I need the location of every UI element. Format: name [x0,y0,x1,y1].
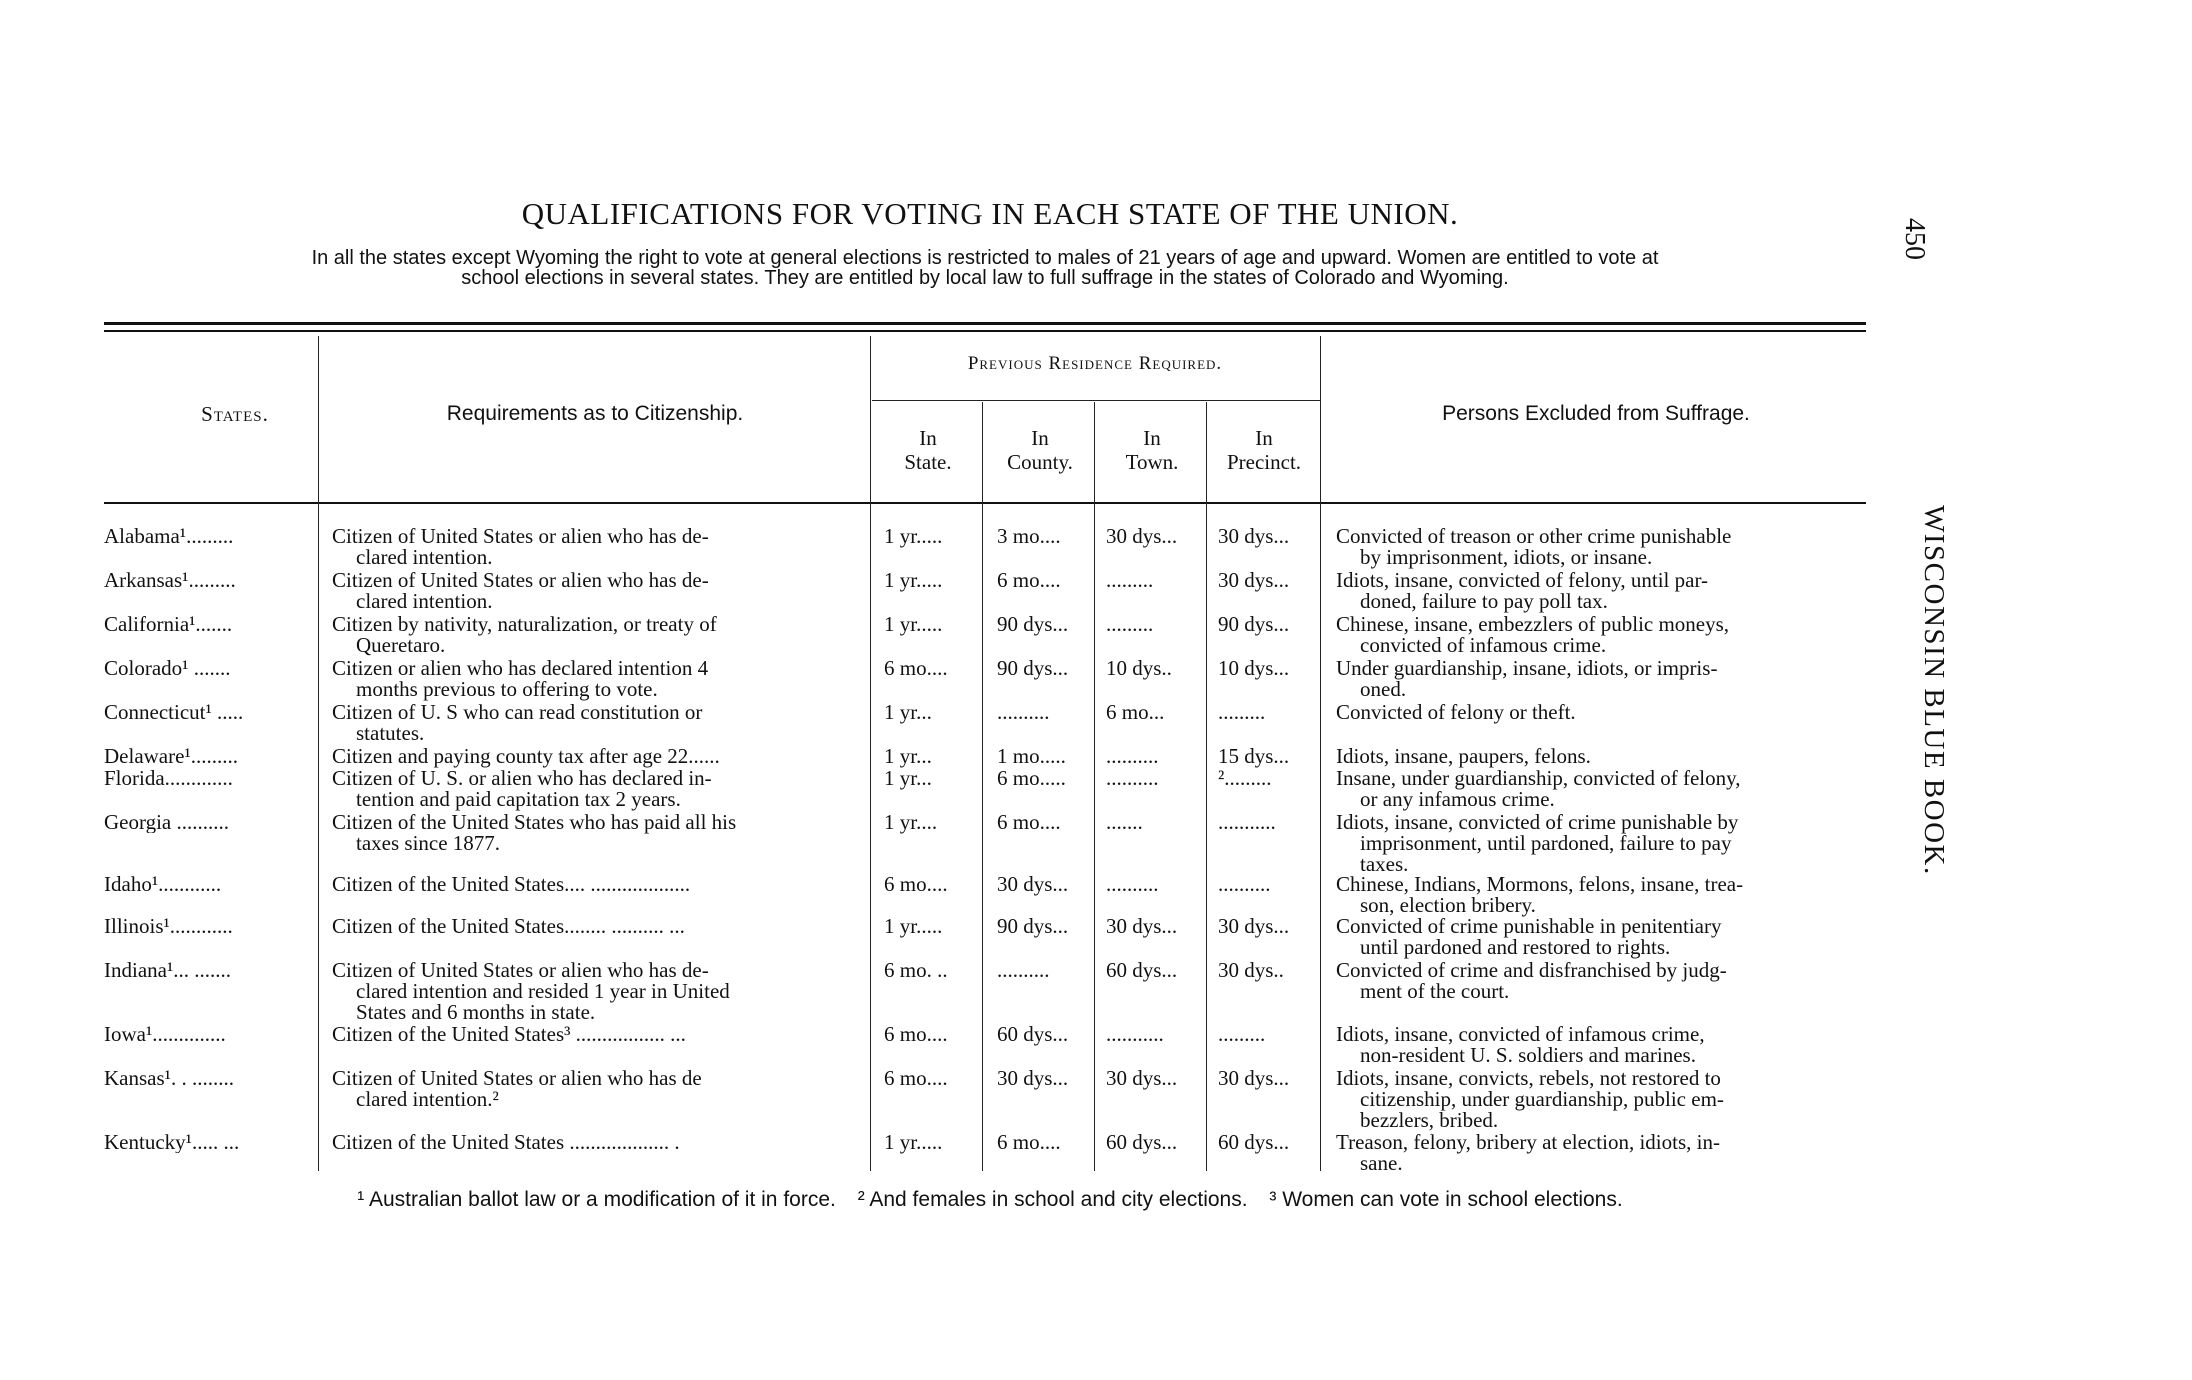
cell-in-town: 30 dys... [1106,524,1178,548]
header-in-town-line2: Town. [1125,450,1179,474]
cell-excluded [1336,1024,1871,1066]
header-excluded: Persons Excluded from Suffrage. [1442,402,1750,425]
excl-line: Convicted of crime punishable in penitentiary [1336,914,1722,938]
intro-paragraph [100,248,1870,288]
cell-excluded [1336,746,1871,767]
cell-in-county: 60 dys... [997,1022,1069,1046]
excl-line: Under guardianship, insane, idiots, or impris- [1336,656,1718,680]
page-number: 450 [1899,218,1930,260]
excl-line: Insane, under guardianship, convicted of felony, [1336,766,1741,790]
intro-line-1: In all the states except Wyoming the right to vote at general elections is restricted to males of 21 years of age and upward. Women are entitled to vote at [311,247,1659,269]
cell-excluded [1336,1132,1871,1174]
cell-in-county: 90 dys... [997,914,1069,938]
cell-in-state: 1 yr..... [884,1130,943,1154]
cell-in-precinct: 30 dys... [1218,568,1290,592]
cell-in-county: .......... [997,700,1050,724]
cell-in-precinct: ........... [1218,810,1276,834]
cell-in-state: 1 yr... [884,700,932,724]
header-in-precinct-line1: In [1255,426,1273,450]
cell-state: Kansas¹. . ........ [104,1068,234,1089]
header-previous-residence: Previous Residence Required. [967,353,1223,374]
excl-line: by imprisonment, idiots, or insane. [1360,545,1653,569]
cell-in-precinct: 30 dys... [1218,1066,1290,1090]
req-line: Citizen of United States or alien who has de- [332,958,709,982]
req-line: Citizen of United States or alien who has de- [332,524,709,548]
cell-state: California¹....... [104,614,233,635]
cell-in-town: 10 dys.. [1106,656,1172,680]
cell-in-state: 1 yr..... [884,568,943,592]
excl-line: Idiots, insane, convicted of felony, until par- [1336,568,1709,592]
cell-in-precinct: 30 dys... [1218,524,1290,548]
req-line: Citizen of the United States ................... . [332,1130,680,1154]
cell-requirements [332,1068,872,1110]
cell-requirements [332,526,872,568]
excl-line: Treason, felony, bribery at election, idiots, in- [1336,1130,1720,1154]
cell-state: Idaho¹............ [104,874,222,895]
req-line: Citizen of the United States³ ................. ... [332,1022,686,1046]
cell-state: Connecticut¹ ..... [104,702,244,723]
req-line: taxes since 1877. [356,831,501,855]
cell-requirements [332,916,872,937]
cell-in-town: .......... [1106,766,1159,790]
cell-excluded [1336,702,1871,723]
cell-in-county: 6 mo..... [997,766,1066,790]
header-in-precinct [1210,426,1318,474]
cell-excluded [1336,658,1871,700]
cell-in-county: 90 dys... [997,612,1069,636]
header-requirements: Requirements as to Citizenship. [446,402,744,425]
req-line: Queretaro. [356,633,446,657]
cell-in-town: 30 dys... [1106,1066,1178,1090]
excl-line: bezzlers, bribed. [1360,1108,1499,1132]
cell-requirements [332,746,872,767]
header-bottom-rule [104,502,1866,504]
req-line: Citizen of the United States.... ................... [332,872,691,896]
cell-in-county: 30 dys... [997,872,1069,896]
excl-line: son, election bribery. [1360,893,1536,917]
cell-state: Indiana¹... ....... [104,960,232,981]
cell-excluded [1336,874,1871,916]
header-in-county-line1: In [1031,426,1049,450]
req-line: Citizen of U. S. or alien who has declared in- [332,766,712,790]
cell-in-state: 1 yr..... [884,914,943,938]
previous-residence-rule [872,400,1320,401]
cell-in-state: 1 yr..... [884,612,943,636]
excl-line: Convicted of crime and disfranchised by judg- [1336,958,1727,982]
excl-line: non-resident U. S. soldiers and marines. [1360,1043,1696,1067]
req-line: statutes. [356,721,425,745]
cell-in-town: 60 dys... [1106,1130,1178,1154]
cell-excluded [1336,526,1871,568]
header-states: States. [201,402,269,426]
cell-in-county: 30 dys... [997,1066,1069,1090]
cell-in-precinct: ²......... [1218,766,1272,790]
cell-in-county: 6 mo.... [997,810,1061,834]
excl-line: imprisonment, until pardoned, failure to pay [1360,831,1732,855]
cell-in-town: 6 mo... [1106,700,1165,724]
cell-in-county: 3 mo.... [997,524,1061,548]
cell-in-state: 6 mo.... [884,1066,948,1090]
cell-state: Kentucky¹..... ... [104,1132,240,1153]
header-in-town-line1: In [1143,426,1161,450]
req-line: Citizen by nativity, naturalization, or treaty of [332,612,717,636]
cell-in-state: 1 yr.... [884,810,938,834]
cell-in-precinct: 30 dys... [1218,914,1290,938]
footnote-1: ¹ Australian ballot law or a modification of it in force. [357,1188,836,1211]
cell-excluded [1336,960,1871,1002]
excl-line: convicted of infamous crime. [1360,633,1607,657]
cell-in-town: .......... [1106,872,1159,896]
cell-excluded [1336,570,1871,612]
cell-in-precinct: 15 dys... [1218,744,1290,768]
excl-line: or any infamous crime. [1360,787,1555,811]
req-line: clared intention and resided 1 year in United [356,979,730,1003]
cell-state: Illinois¹............ [104,916,233,937]
header-in-state-line2: State. [904,450,952,474]
cell-requirements [332,960,872,1023]
cell-requirements [332,1024,872,1045]
footnotes [0,1188,1980,1212]
header-in-town [1098,426,1206,474]
cell-state: Colorado¹ ....... [104,658,231,679]
cell-in-state: 6 mo.... [884,1022,948,1046]
header-in-county-line2: County. [1007,450,1073,474]
cell-state: Iowa¹.............. [104,1024,226,1045]
req-line: Citizen of U. S who can read constitution or [332,700,703,724]
cell-in-town: 30 dys... [1106,914,1178,938]
cell-state: Alabama¹......... [104,526,234,547]
req-line: Citizen and paying county tax after age 22...... [332,744,720,768]
cell-in-state: 6 mo.... [884,656,948,680]
header-in-state [874,426,982,474]
intro-line-2: school elections in several states. They are entitled by local law to full suffrage in the states of Colorado and Wyoming. [461,267,1509,289]
cell-in-state: 1 yr... [884,744,932,768]
cell-state: Georgia .......... [104,812,230,833]
excl-line: taxes. [1360,852,1409,876]
top-rule [104,322,1866,325]
cell-in-county: .......... [997,958,1050,982]
excl-line: sane. [1360,1151,1403,1175]
cell-in-precinct: ......... [1218,700,1266,724]
cell-in-state: 6 mo. .. [884,958,948,982]
cell-in-precinct: ......... [1218,1022,1266,1046]
excl-line: ment of the court. [1360,979,1510,1003]
excl-line: Idiots, insane, paupers, felons. [1336,744,1591,768]
cell-in-state: 1 yr..... [884,524,943,548]
req-line: clared intention. [356,589,493,613]
cell-requirements [332,1132,872,1153]
excl-line: Convicted of treason or other crime punishable [1336,524,1732,548]
req-line: Citizen or alien who has declared intention 4 [332,656,709,680]
cell-state: Florida............. [104,768,233,789]
req-line: Citizen of United States or alien who has de [332,1066,702,1090]
excl-line: until pardoned and restored to rights. [1360,935,1671,959]
excl-line: Idiots, insane, convicts, rebels, not restored to [1336,1066,1721,1090]
req-line: States and 6 months in state. [356,1000,596,1024]
cell-excluded [1336,812,1871,875]
cell-in-county: 90 dys... [997,656,1069,680]
excl-line: Convicted of felony or theft. [1336,700,1576,724]
excl-line: Idiots, insane, convicted of crime punishable by [1336,810,1739,834]
cell-requirements [332,614,872,656]
cell-requirements [332,874,872,895]
req-line: clared intention.² [356,1087,499,1111]
cell-in-town: ........... [1106,1022,1164,1046]
excl-line: oned. [1360,677,1407,701]
req-line: Citizen of United States or alien who has de- [332,568,709,592]
column-divider [1320,336,1321,1171]
cell-in-town: .......... [1106,744,1159,768]
cell-requirements [332,570,872,612]
cell-in-precinct: .......... [1218,872,1271,896]
cell-excluded [1336,768,1871,810]
excl-line: citizenship, under guardianship, public em- [1360,1087,1724,1111]
req-line: clared intention. [356,545,493,569]
header-in-county [986,426,1094,474]
column-divider [1206,402,1207,1171]
cell-in-town: ....... [1106,810,1143,834]
excl-line: Idiots, insane, convicted of infamous crime, [1336,1022,1705,1046]
footnote-3: ³ Women can vote in school elections. [1269,1188,1623,1211]
cell-excluded [1336,1068,1871,1131]
req-line: Citizen of the United States........ .......... ... [332,914,685,938]
cell-in-state: 6 mo.... [884,872,948,896]
cell-in-town: ......... [1106,568,1154,592]
top-rule-thin [104,330,1866,332]
req-line: tention and paid capitation tax 2 years. [356,787,681,811]
req-line: months previous to offering to vote. [356,677,658,701]
cell-in-town: ......... [1106,612,1154,636]
cell-requirements [332,702,872,744]
cell-in-county: 1 mo..... [997,744,1066,768]
cell-in-precinct: 90 dys... [1218,612,1290,636]
cell-in-precinct: 10 dys... [1218,656,1290,680]
cell-requirements [332,768,872,810]
cell-in-precinct: 60 dys... [1218,1130,1290,1154]
excl-line: Chinese, insane, embezzlers of public moneys, [1336,612,1730,636]
page-title: QUALIFICATIONS FOR VOTING IN EACH STATE OF THE UNION. [521,196,1459,231]
excl-line: Chinese, Indians, Mormons, felons, insane, trea- [1336,872,1744,896]
req-line: Citizen of the United States who has paid all his [332,810,737,834]
cell-in-precinct: 30 dys.. [1218,958,1284,982]
cell-in-county: 6 mo.... [997,1130,1061,1154]
footnote-2: ² And females in school and city elections. [857,1188,1248,1211]
cell-state: Arkansas¹......... [104,570,236,591]
cell-in-state: 1 yr... [884,766,932,790]
cell-state: Delaware¹......... [104,746,238,767]
header-in-state-line1: In [919,426,937,450]
cell-excluded [1336,916,1871,958]
running-head: WISCONSIN BLUE BOOK. [1918,505,1950,876]
cell-requirements [332,812,872,854]
cell-excluded [1336,614,1871,656]
header-in-precinct-line2: Precinct. [1226,450,1302,474]
excl-line: doned, failure to pay poll tax. [1360,589,1608,613]
cell-requirements [332,658,872,700]
cell-in-town: 60 dys... [1106,958,1178,982]
cell-in-county: 6 mo.... [997,568,1061,592]
